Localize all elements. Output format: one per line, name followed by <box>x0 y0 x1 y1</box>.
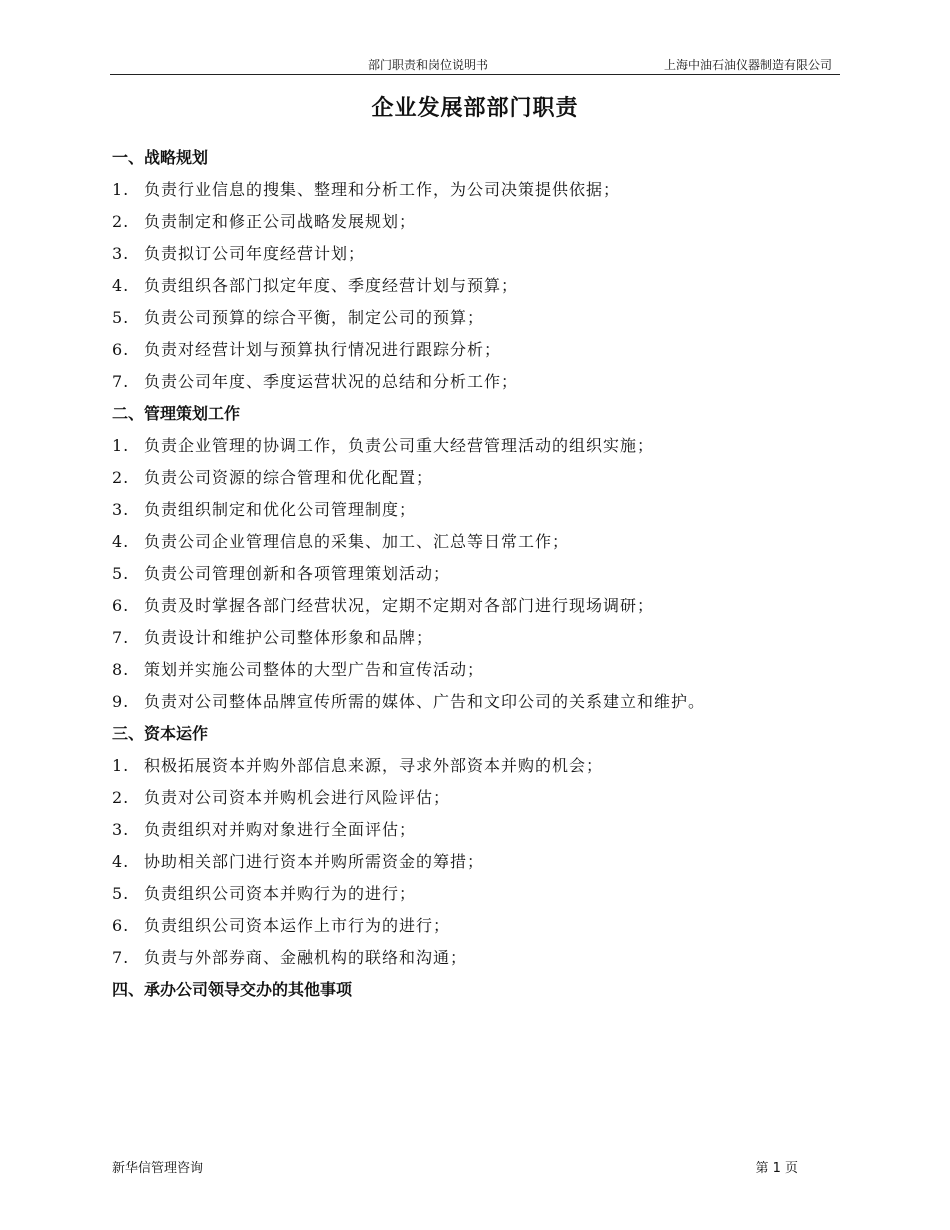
list-item-number: 3. <box>112 820 130 839</box>
list-item <box>112 944 832 976</box>
list-item-number: 5. <box>112 308 130 327</box>
list-item-number: 7. <box>112 372 130 391</box>
section <box>112 976 832 1008</box>
header-company-name: 上海中油石油仪器制造有限公司 <box>663 58 832 72</box>
list-item <box>112 464 832 496</box>
list-item <box>112 816 832 848</box>
list-item-text: 负责组织各部门拟定年度、季度经营计划与预算； <box>144 276 519 295</box>
list-item-text: 协助相关部门进行资本并购所需资金的筹措； <box>144 852 485 871</box>
list-item-text: 负责对公司资本并购机会进行风险评估； <box>144 788 451 807</box>
list-item-number: 1. <box>112 436 130 455</box>
list-item-number: 2. <box>112 468 130 487</box>
list-item-text: 负责企业管理的协调工作，负责公司重大经营管理活动的组织实施； <box>144 436 655 455</box>
list-item-text: 负责及时掌握各部门经营状况，定期不定期对各部门进行现场调研； <box>144 596 655 615</box>
list-item-text: 负责行业信息的搜集、整理和分析工作，为公司决策提供依据； <box>144 180 621 199</box>
list-item <box>112 272 832 304</box>
list-item <box>112 912 832 944</box>
list-item-text: 负责对公司整体品牌宣传所需的媒体、广告和文印公司的关系建立和维护。 <box>144 692 706 711</box>
list-item <box>112 880 832 912</box>
list-item-text: 负责制定和修正公司战略发展规划； <box>144 212 417 231</box>
list-item-text: 负责组织公司资本并购行为的进行； <box>144 884 417 903</box>
list-item <box>112 784 832 816</box>
list-item-number: 6. <box>112 340 130 359</box>
list-item <box>112 848 832 880</box>
list-item-text: 负责设计和维护公司整体形象和品牌； <box>144 628 434 647</box>
list-item-number: 1. <box>112 756 130 775</box>
list-item-text: 策划并实施公司整体的大型广告和宣传活动； <box>144 660 485 679</box>
list-item <box>112 432 832 464</box>
list-item <box>112 304 832 336</box>
page-number: 第 1 页 <box>755 1161 798 1176</box>
page-header <box>110 56 840 75</box>
list-item-text: 负责公司资源的综合管理和优化配置； <box>144 468 434 487</box>
list-item-number: 6. <box>112 916 130 935</box>
list-item <box>112 528 832 560</box>
section <box>112 720 832 976</box>
list-item-number: 8. <box>112 660 130 679</box>
list-item <box>112 336 832 368</box>
list-item <box>112 624 832 656</box>
list-item-number: 4. <box>112 276 130 295</box>
list-item-number: 1. <box>112 180 130 199</box>
list-item-text: 负责组织公司资本运作上市行为的进行； <box>144 916 451 935</box>
list-item-number: 9. <box>112 692 130 711</box>
list-item-number: 3. <box>112 244 130 263</box>
list-item <box>112 688 832 720</box>
list-item-text: 负责公司预算的综合平衡，制定公司的预算； <box>144 308 485 327</box>
list-item-text: 负责组织对并购对象进行全面评估； <box>144 820 417 839</box>
list-item-text: 积极拓展资本并购外部信息来源，寻求外部资本并购的机会； <box>144 756 604 775</box>
section <box>112 144 832 400</box>
list-item-text: 负责对经营计划与预算执行情况进行跟踪分析； <box>144 340 502 359</box>
section-heading: 四、承办公司领导交办的其他事项 <box>112 980 353 999</box>
list-item-text: 负责拟订公司年度经营计划； <box>144 244 366 263</box>
header-document-name: 部门职责和岗位说明书 <box>368 58 489 72</box>
page-footer <box>112 1157 802 1176</box>
section <box>112 400 832 720</box>
list-item-number: 5. <box>112 564 130 583</box>
list-item-number: 7. <box>112 948 130 967</box>
section-heading: 一、战略规划 <box>112 148 209 167</box>
list-item <box>112 656 832 688</box>
list-item <box>112 496 832 528</box>
list-item <box>112 752 832 784</box>
list-item <box>112 592 832 624</box>
list-item-number: 7. <box>112 628 130 647</box>
list-item-text: 负责公司企业管理信息的采集、加工、汇总等日常工作； <box>144 532 570 551</box>
list-item-number: 5. <box>112 884 130 903</box>
list-item-number: 2. <box>112 788 130 807</box>
list-item <box>112 560 832 592</box>
list-item <box>112 240 832 272</box>
document-body <box>112 144 832 1008</box>
list-item <box>112 208 832 240</box>
list-item-number: 6. <box>112 596 130 615</box>
section-heading: 二、管理策划工作 <box>112 404 241 423</box>
list-item-number: 4. <box>112 532 130 551</box>
list-item-text: 负责公司管理创新和各项管理策划活动； <box>144 564 451 583</box>
list-item-text: 负责组织制定和优化公司管理制度； <box>144 500 417 519</box>
footer-consultant-name: 新华信管理咨询 <box>112 1161 204 1176</box>
list-item-text: 负责与外部券商、金融机构的联络和沟通； <box>144 948 468 967</box>
list-item <box>112 368 832 400</box>
list-item-number: 4. <box>112 852 130 871</box>
list-item-number: 2. <box>112 212 130 231</box>
list-item <box>112 176 832 208</box>
list-item-text: 负责公司年度、季度运营状况的总结和分析工作； <box>144 372 519 391</box>
list-item-number: 3. <box>112 500 130 519</box>
page-title: 企业发展部部门职责 <box>371 96 579 121</box>
section-heading: 三、资本运作 <box>112 724 209 743</box>
